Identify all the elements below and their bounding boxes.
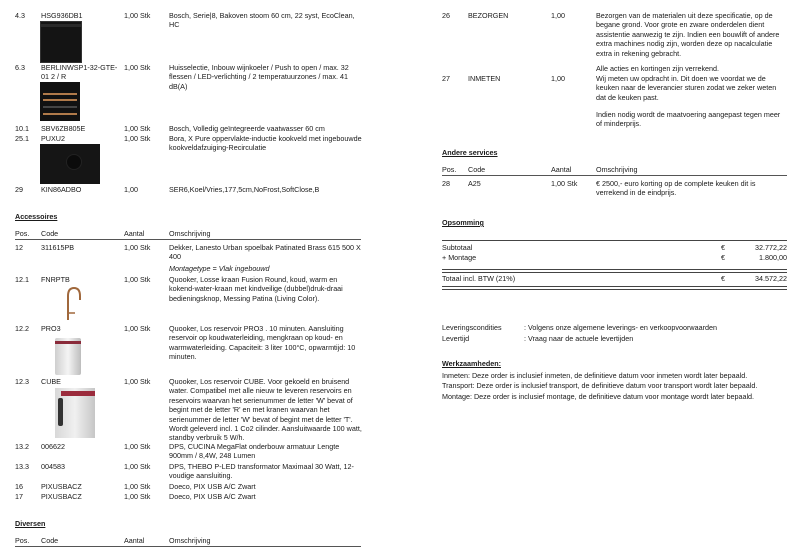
code: INMETEN xyxy=(468,74,501,83)
qty: 1,00 Stk xyxy=(124,134,151,143)
desc: Bosch, Volledig geïntegreerde vaatwasser 60 cm xyxy=(169,124,325,133)
qty: 1,00 Stk xyxy=(124,482,151,491)
header-pos: Pos. xyxy=(15,229,30,238)
pos: 28 xyxy=(442,179,450,188)
montage-row xyxy=(442,253,787,263)
pos: 4.3 xyxy=(15,11,25,20)
mounting-note: Montagetype = Vlak ingebouwd xyxy=(169,264,270,273)
montage-label: + Montage xyxy=(442,253,477,262)
desc: Huisselectie, Inbouw wijnkoeler / Push to open / max. 32 flessen / LED-verlichting / 2 temperatuurzones / max. 41 dB(A) xyxy=(169,63,349,91)
tap-image xyxy=(65,286,85,320)
code: PRO3 xyxy=(41,324,61,333)
header-qty: Aantal xyxy=(124,229,145,238)
qty: 1,00 xyxy=(551,11,565,20)
pos: 13.3 xyxy=(15,462,29,471)
code: PUXU2 xyxy=(41,134,65,143)
delivery-conditions-value: : Volgens onze algemene leverings- en verkoopvoorwaarden xyxy=(524,323,717,332)
section-title-accessoires: Accessoires xyxy=(15,212,58,221)
subtotal-label: Subtotaal xyxy=(442,243,473,252)
code: 311615PB xyxy=(41,243,75,252)
werkzaamheden-line: Transport: Deze order is inclusief transport, de definitieve datum voor transport wordt later bepaald. xyxy=(442,381,758,390)
pos: 12.2 xyxy=(15,324,29,333)
desc: Quooker, Losse kraan Fusion Round, koud, warm en kokend-water-kraan met kindveilige (dubbel)druk-draai bedieningsknop, Messing Patina (Living Color). xyxy=(169,275,343,303)
divider xyxy=(442,240,787,241)
delivery-time-value: : Vraag naar de actuele levertijden xyxy=(524,334,634,343)
qty: 1,00 Stk xyxy=(551,179,578,188)
delivery-time-label: Levertijd xyxy=(442,334,470,343)
desc: Quooker, Los reservoir CUBE. Voor gekoeld en bruisend water. Compatibel met alle nieuw te leveren reservoirs en reservoirs waarvan het serienummer de letter 'W' bevat of begint met de letter 'R' en met kranen waarvan het serienummer de letter 'W' bevat of begint met de letter 'T'. Wordt geleverd incl. 1 Co2 cilinder. Aansluitwaarde 100 watt, standby verbruik 5 W/h. xyxy=(169,377,362,443)
desc: DPS, CUCINA MegaFlat onderbouw armatuur Lengte 900mm / 8,4W, 248 Lumen xyxy=(169,442,340,461)
table-header xyxy=(15,229,361,240)
header-desc: Omschrijving xyxy=(169,536,211,545)
reservoir-pro3-image xyxy=(55,338,81,375)
desc-note: Alle acties en kortingen zijn verrekend. xyxy=(596,64,720,73)
delivery-time-row xyxy=(442,334,787,343)
header-pos: Pos. xyxy=(442,165,457,174)
desc: Doeco, PIX USB A/C Zwart xyxy=(169,482,256,491)
desc: Dekker, Lanesto Urban spoelbak Patinated Brass 615 500 X 400 xyxy=(169,243,361,262)
pos: 12.1 xyxy=(15,275,29,284)
pos: 13.2 xyxy=(15,442,29,451)
werkzaamheden-line: Inmeten: Deze order is inclusief inmeten, de definitieve datum voor inmeten wordt later bepaald. xyxy=(442,371,748,380)
qty: 1,00 Stk xyxy=(124,124,151,133)
pos: 26 xyxy=(442,11,450,20)
code: A25 xyxy=(468,179,481,188)
section-title-werkzaamheden: Werkzaamheden: xyxy=(442,359,501,368)
qty: 1,00 Stk xyxy=(124,462,151,471)
desc: Wij meten uw opdracht in. Dit doen we voordat we de keuken naar de leverancier sturen zodat we zeker weten dat de keuken past. xyxy=(596,74,777,102)
desc: Bezorgen van de materialen uit deze specificatie, op de begane grond. Voor grote en zware onderdelen dient assistentie aanwezig te zijn. Indien een bouwlift of andere extra machines nodig zijn, worden deze op nacalculatie extra in rekening gebracht. xyxy=(596,11,780,58)
desc: Bosch, Serie|8, Bakoven stoom 60 cm, 22 syst, EcoClean, HC xyxy=(169,11,355,30)
delivery-conditions-row xyxy=(442,323,787,332)
code: 006622 xyxy=(41,442,65,451)
header-desc: Omschrijving xyxy=(596,165,638,174)
table-header xyxy=(442,165,787,176)
header-code: Code xyxy=(41,229,59,238)
pos: 12 xyxy=(15,243,23,252)
section-title-andere-services: Andere services xyxy=(442,148,498,157)
code: HSG936DB1 xyxy=(41,11,83,20)
total-value: 34.572,22 xyxy=(755,274,787,283)
header-qty: Aantal xyxy=(551,165,572,174)
desc: Quooker, Los reservoir PRO3 . 10 minuten. Aansluiting reservoir op koudwaterleiding, mengkraan op koud- en warmwaterleiding. Capaciteit: 3 liter 100°C, opwarmtijd: 10 minuten. xyxy=(169,324,356,362)
divider xyxy=(442,286,787,290)
pos: 27 xyxy=(442,74,450,83)
qty: 1,00 Stk xyxy=(124,63,151,72)
desc: SER6,Koel/Vries,177,5cm,NoFrost,SoftClose,B xyxy=(169,185,320,194)
desc: Bora, X Pure oppervlakte-inductie kookveld met ingebouwde kookveldafzuiging-Recirculatie xyxy=(169,134,362,153)
total-label: Totaal incl. BTW (21%) xyxy=(442,274,516,283)
desc: DPS, THEBO P-LED transformator Maximaal 30 Watt, 12-voudige aansluiting. xyxy=(169,462,354,481)
werkzaamheden-line: Montage: Deze order is inclusief montage, de definitieve datum voor montage wordt later bepaald. xyxy=(442,392,755,401)
code: BEZORGEN xyxy=(468,11,509,20)
delivery-conditions-label: Leveringscondities xyxy=(442,323,502,332)
code: BERLINWSP1-32-GTE-01 2 / R xyxy=(41,63,118,82)
desc-note: Indien nodig wordt de maatvoering aangepast tegen meer of minderprijs. xyxy=(596,110,781,129)
pos: 29 xyxy=(15,185,23,194)
montage-value: 1.800,00 xyxy=(759,253,787,262)
code: PIXUSBACZ xyxy=(41,482,82,491)
qty: 1,00 Stk xyxy=(124,324,151,333)
hob-image xyxy=(40,144,100,184)
subtotal-row xyxy=(442,243,787,253)
total-row xyxy=(442,274,787,284)
header-code: Code xyxy=(468,165,486,174)
currency: € xyxy=(721,243,725,252)
header-pos: Pos. xyxy=(15,536,30,545)
code: SBV6ZB805E xyxy=(41,124,86,133)
code: CUBE xyxy=(41,377,61,386)
wine-cooler-image xyxy=(40,82,80,121)
code: KIN86ADBO xyxy=(41,185,82,194)
qty: 1,00 Stk xyxy=(124,377,151,386)
qty: 1,00 Stk xyxy=(124,442,151,451)
cube-image xyxy=(55,388,95,438)
section-title-diversen: Diversen xyxy=(15,519,46,528)
qty: 1,00 Stk xyxy=(124,11,151,20)
section-title-opsomming: Opsomming xyxy=(442,218,484,227)
header-desc: Omschrijving xyxy=(169,229,211,238)
pos: 25.1 xyxy=(15,134,29,143)
qty: 1,00 Stk xyxy=(124,275,151,284)
qty: 1,00 xyxy=(551,74,565,83)
pos: 12.3 xyxy=(15,377,29,386)
header-qty: Aantal xyxy=(124,536,145,545)
table-header xyxy=(15,536,361,547)
pos: 16 xyxy=(15,482,23,491)
oven-image xyxy=(40,21,82,63)
code: PIXUSBACZ xyxy=(41,492,82,501)
header-code: Code xyxy=(41,536,59,545)
desc: € 2500,- euro korting op de complete keuken dit is verrekend in de eindprijs. xyxy=(596,179,756,198)
pos: 10.1 xyxy=(15,124,29,133)
pos: 17 xyxy=(15,492,23,501)
qty: 1,00 Stk xyxy=(124,243,151,252)
qty: 1,00 xyxy=(124,185,138,194)
code: 004583 xyxy=(41,462,65,471)
currency: € xyxy=(721,274,725,283)
desc: Doeco, PIX USB A/C Zwart xyxy=(169,492,256,501)
qty: 1,00 Stk xyxy=(124,492,151,501)
currency: € xyxy=(721,253,725,262)
code: FNRPTB xyxy=(41,275,70,284)
subtotal-value: 32.772,22 xyxy=(755,243,787,252)
pos: 6.3 xyxy=(15,63,25,72)
divider xyxy=(442,269,787,273)
